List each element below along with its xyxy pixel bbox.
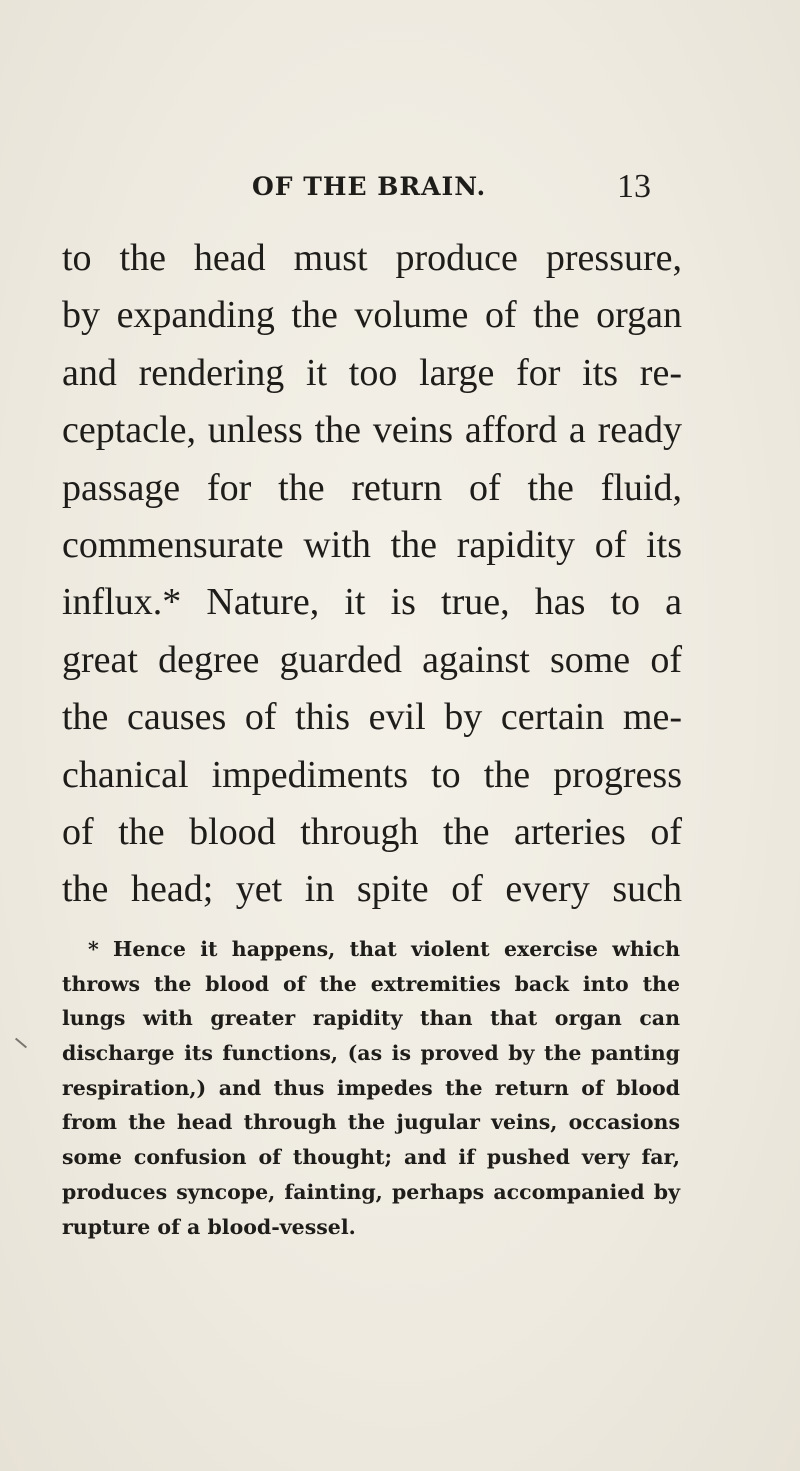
body-line: chanical impediments to the progress — [62, 753, 682, 796]
main-paragraph — [62, 230, 682, 919]
footnote-line: throws the blood of the extremities back into the — [62, 971, 680, 996]
footnote-line: respiration,) and thus impedes the return of blood — [62, 1075, 680, 1100]
body-line: of the blood through the arteries of — [62, 810, 682, 853]
footnote-line: produces syncope, fainting, perhaps accompanied by — [62, 1179, 680, 1204]
body-line: the head; yet in spite of every such — [62, 868, 682, 911]
footnote-line: some confusion of thought; and if pushed very far, — [62, 1145, 680, 1170]
body-line: great degree guarded against some of — [62, 638, 682, 681]
body-line: commensurate with the rapidity of its — [62, 523, 682, 566]
body-line: influx.* Nature, it is true, has to a — [62, 581, 682, 624]
footnote-line: * Hence it happens, that violent exercise which — [88, 937, 680, 961]
body-line: passage for the return of the fluid, — [62, 466, 682, 509]
footnote-line: lungs with greater rapidity than that organ can — [62, 1006, 680, 1031]
footnote-line: rupture of a blood-vessel. — [62, 1214, 356, 1239]
footnote-line: discharge its functions, (as is proved by the panting — [62, 1041, 680, 1066]
running-head-title: OF THE BRAIN. — [252, 172, 487, 201]
footnote — [62, 932, 680, 1244]
margin-pencil-mark — [15, 1038, 27, 1049]
body-line: by expanding the volume of the organ — [62, 294, 682, 337]
body-line: ceptacle, unless the veins afford a ready — [62, 409, 682, 452]
body-line: the causes of this evil by certain me- — [62, 696, 682, 739]
body-line: and rendering it too large for its re- — [62, 351, 682, 394]
running-head — [0, 168, 800, 208]
body-line: to the head must produce pressure, — [62, 237, 682, 279]
page-number: 13 — [617, 168, 651, 205]
footnote-line: from the head through the jugular veins, occasions — [62, 1110, 680, 1135]
